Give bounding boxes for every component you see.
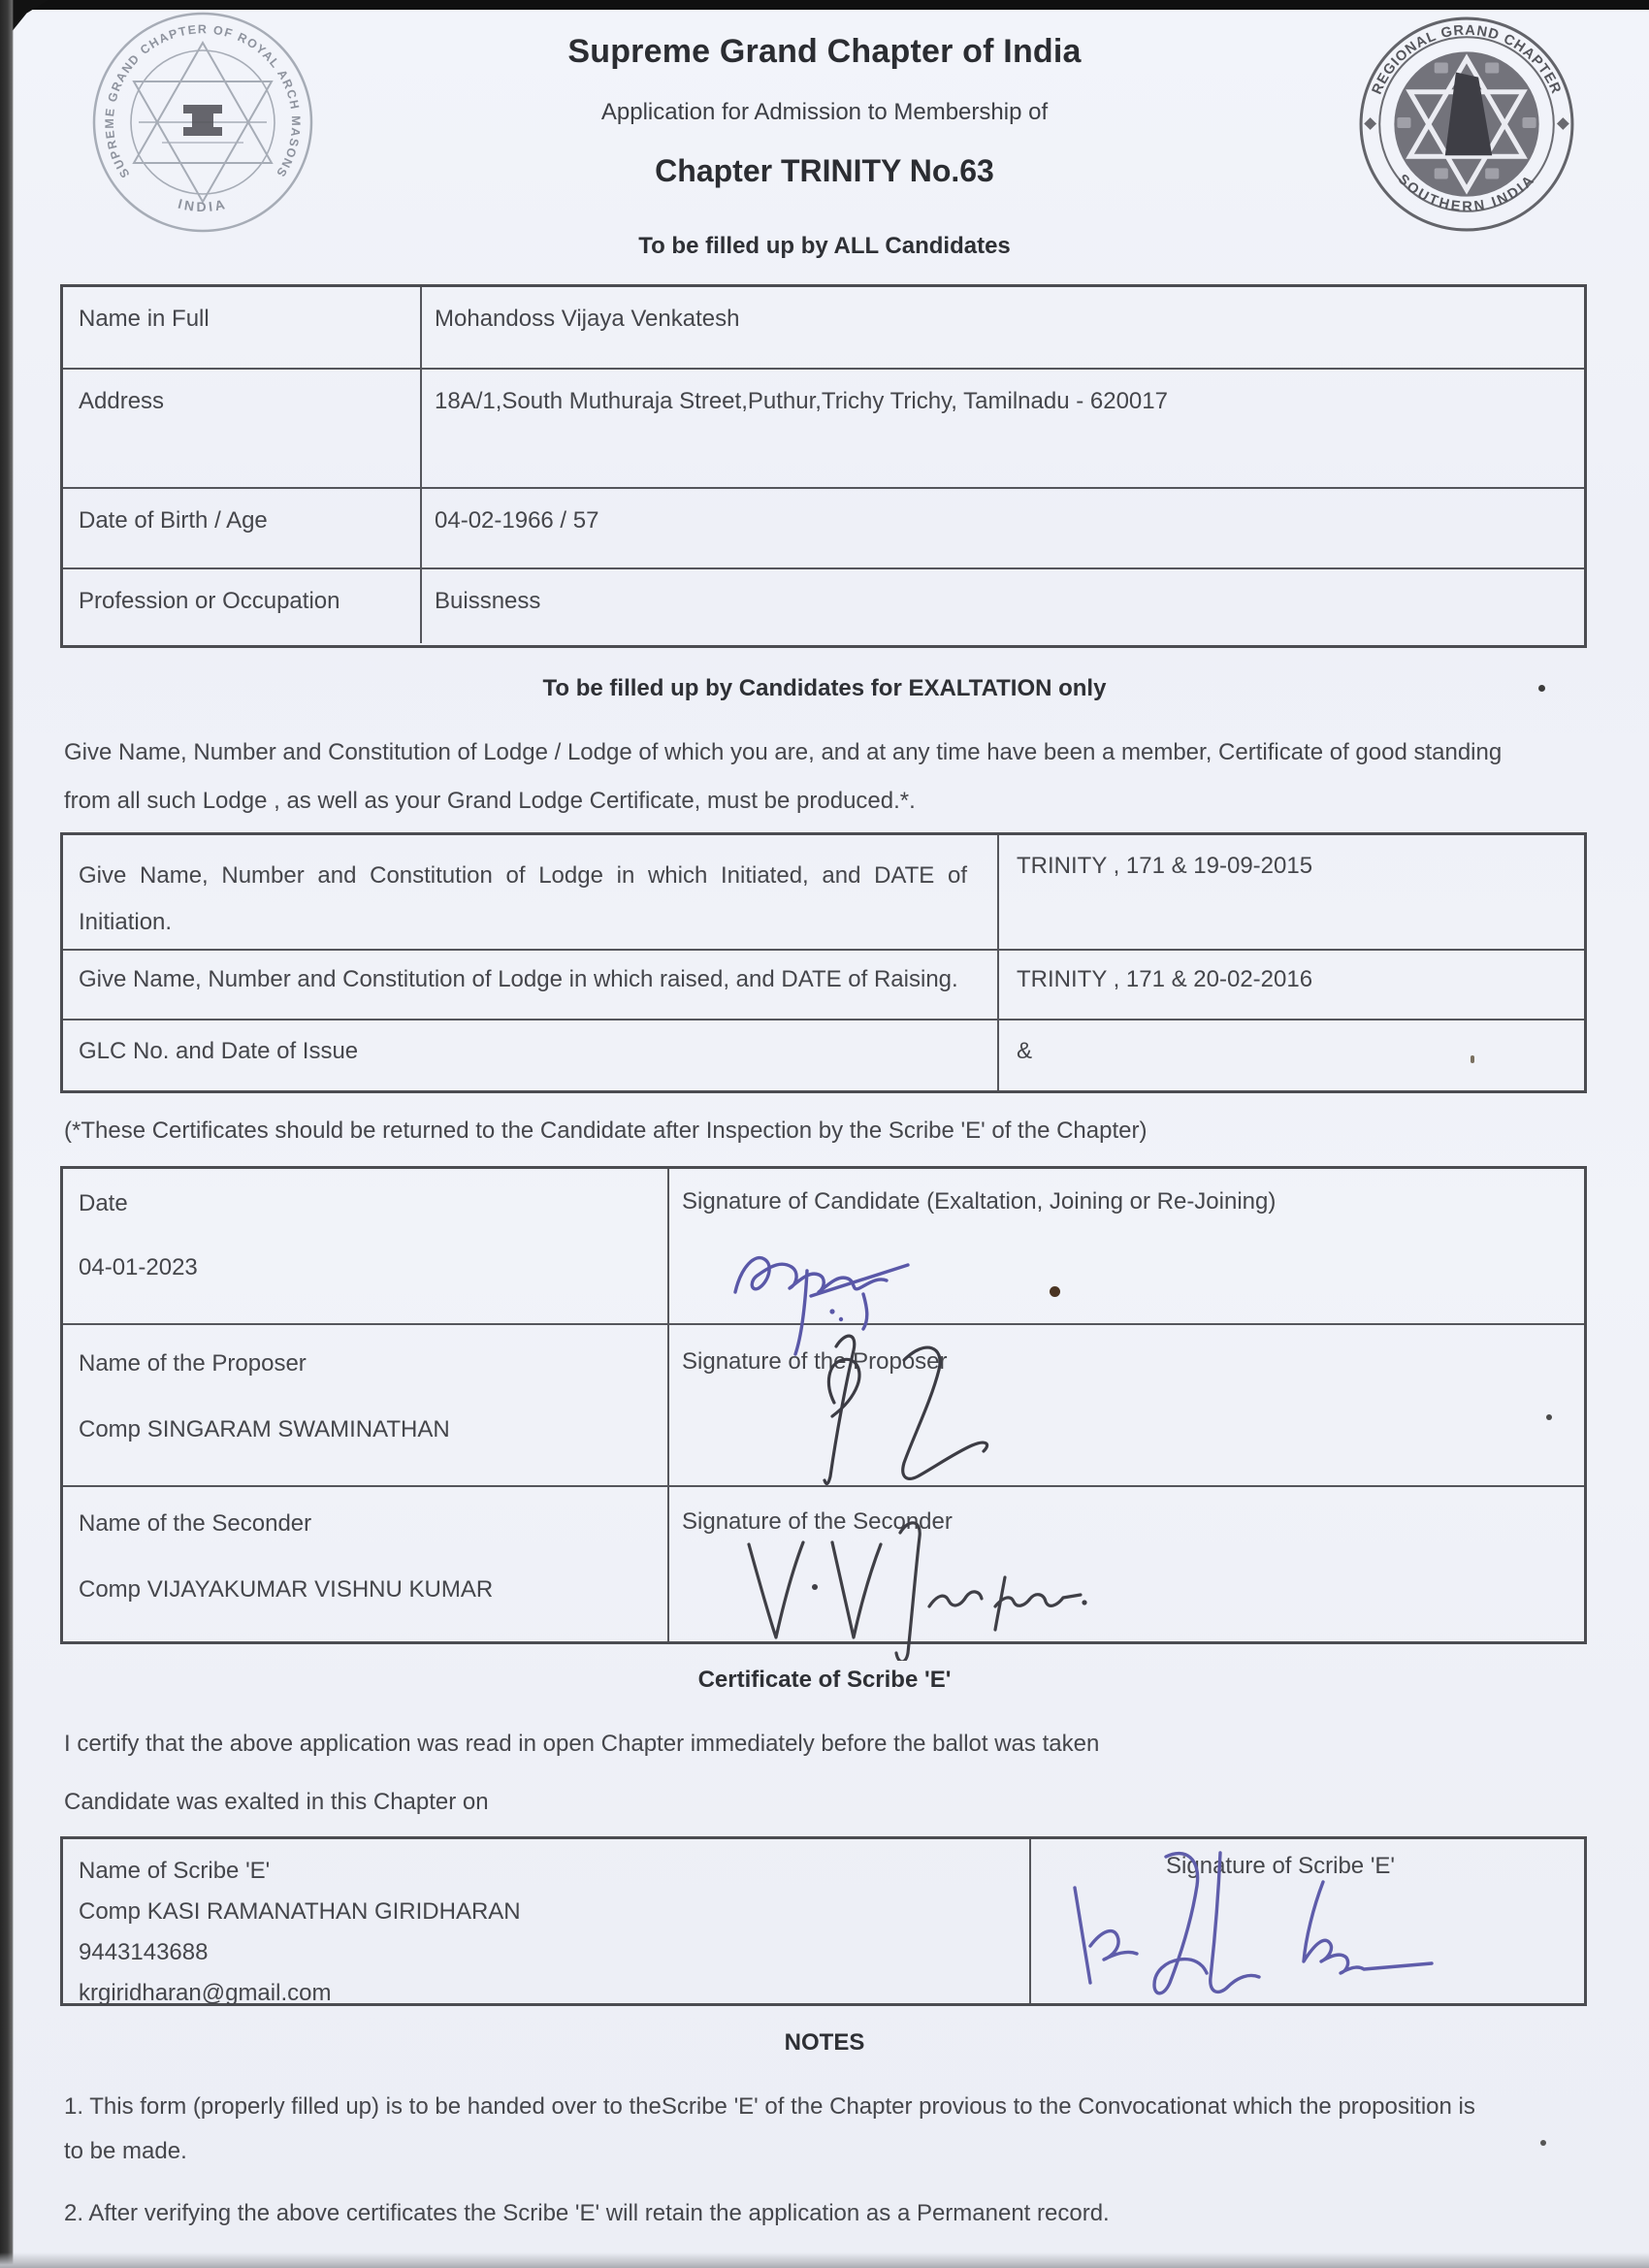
seconder-name: Comp VIJAYAKUMAR VISHNU KUMAR <box>79 1576 494 1603</box>
scribe-email: krgiridharan@gmail.com <box>79 1980 332 2006</box>
proposer-signature <box>733 1321 1024 1488</box>
right-seal-top-text: REGIONAL GRAND CHAPTER <box>1369 22 1565 97</box>
table-row-name <box>63 287 1584 368</box>
dob-value: 04-02-1966 / 57 <box>435 507 599 534</box>
scribe-name: Comp KASI RAMANATHAN GIRIDHARAN <box>79 1898 521 1925</box>
profession-value: Buissness <box>435 588 541 614</box>
table-row-raised <box>63 949 1584 1019</box>
exalted-line: Candidate was exalted in this Chapter on <box>64 1789 489 1815</box>
proposer-name-label: Name of the Proposer <box>79 1350 307 1377</box>
table-row-glc <box>63 1019 1584 1090</box>
scribe-name-label: Name of Scribe 'E' <box>79 1858 271 1884</box>
initiated-label-line2: Initiation. <box>79 909 173 935</box>
right-seal-bottom-text: SOUTHERN INDIA <box>1394 171 1539 215</box>
initiated-value: TRINITY , 171 & 19-09-2015 <box>1017 853 1313 879</box>
seconder-name-label: Name of the Seconder <box>79 1510 312 1537</box>
exaltation-intro-line1: Give Name, Number and Constitution of Lodge / Lodge of which you are, and at any time have been a member, Certificate of good standing <box>64 739 1503 765</box>
chapter-title: Chapter TRINITY No.63 <box>655 153 994 188</box>
name-label: Name in Full <box>79 306 210 332</box>
scribe-certificate-heading: Certificate of Scribe 'E' <box>697 1667 952 1693</box>
scribe-phone: 9443143688 <box>79 1939 209 1965</box>
lodge-details-table <box>60 832 1587 1093</box>
scribe-signature <box>1046 1841 1482 2008</box>
date-label: Date <box>79 1190 128 1216</box>
scan-bottom-edge <box>0 2252 1649 2268</box>
candidate-details-table <box>60 284 1587 648</box>
note-1-line2: to be made. <box>64 2138 187 2164</box>
profession-label: Profession or Occupation <box>79 588 340 614</box>
certificates-footnote: (*These Certificates should be returned to the Candidate after Inspection by the Scribe 'E' of the Chapter) <box>64 1118 1148 1144</box>
scribe-signature-label: Signature of Scribe 'E' <box>1166 1853 1395 1879</box>
notes-heading: NOTES <box>784 2029 865 2056</box>
glc-label: GLC No. and Date of Issue <box>79 1038 359 1064</box>
regional-grand-chapter-seal-logo <box>1354 12 1579 237</box>
candidate-signature-label: Signature of Candidate (Exaltation, Joining or Re-Joining) <box>682 1188 1277 1215</box>
exaltation-heading: To be filled up by Candidates for EXALTATION only <box>542 675 1107 701</box>
raised-label: Give Name, Number and Constitution of Lodge in which raised, and DATE of Raising. <box>79 966 958 992</box>
seconder-signature <box>729 1509 1088 1661</box>
altar-emblem-icon <box>183 105 222 136</box>
left-seal-bottom-text: INDIA <box>176 195 229 215</box>
address-value: 18A/1,South Muthuraja Street,Puthur,Trichy Trichy, Tamilnadu - 620017 <box>435 388 1168 414</box>
table-row-initiated <box>63 835 1584 949</box>
exaltation-intro-line2: from all such Lodge , as well as your Grand Lodge Certificate, must be produced.*. <box>64 788 916 814</box>
left-seal-ring-text: SUPREME GRAND CHAPTER OF ROYAL ARCH MASONS <box>102 22 304 180</box>
org-title: Supreme Grand Chapter of India <box>567 33 1082 70</box>
ink-blot <box>1050 1286 1060 1297</box>
table-row-profession <box>63 567 1584 643</box>
dob-label: Date of Birth / Age <box>79 507 268 534</box>
proposer-signature-label: Signature of the Proposer <box>682 1348 948 1375</box>
scan-left-edge <box>0 0 14 2268</box>
proposer-name: Comp SINGARAM SWAMINATHAN <box>79 1416 450 1442</box>
all-candidates-heading: To be filled up by ALL Candidates <box>638 233 1011 259</box>
date-value: 04-01-2023 <box>79 1254 198 1280</box>
initiated-label-line1: Give Name, Number and Constitution of Lodge in which Initiated, and DATE of <box>79 862 967 889</box>
form-subtitle: Application for Admission to Membership of <box>600 99 1049 125</box>
raised-value: TRINITY , 171 & 20-02-2016 <box>1017 966 1313 992</box>
seconder-signature-label: Signature of the Seconder <box>682 1508 953 1535</box>
certify-line: I certify that the above application was read in open Chapter immediately before the ballot was taken <box>64 1731 1100 1757</box>
note-2: 2. After verifying the above certificates the Scribe 'E' will retain the application as a Permanent record. <box>64 2200 1110 2226</box>
scan-speck <box>1540 2140 1546 2146</box>
name-value: Mohandoss Vijaya Venkatesh <box>435 306 740 332</box>
svg-text:INDIA <box>177 196 229 214</box>
note-1-line1: 1. This form (properly filled up) is to be handed over to theScribe 'E' of the Chapter provious to the Convocationat which the proposition is <box>64 2093 1475 2120</box>
table-row-dob <box>63 487 1584 567</box>
table-row-address <box>63 368 1584 487</box>
glc-value: & <box>1017 1038 1033 1064</box>
address-label: Address <box>79 388 165 414</box>
